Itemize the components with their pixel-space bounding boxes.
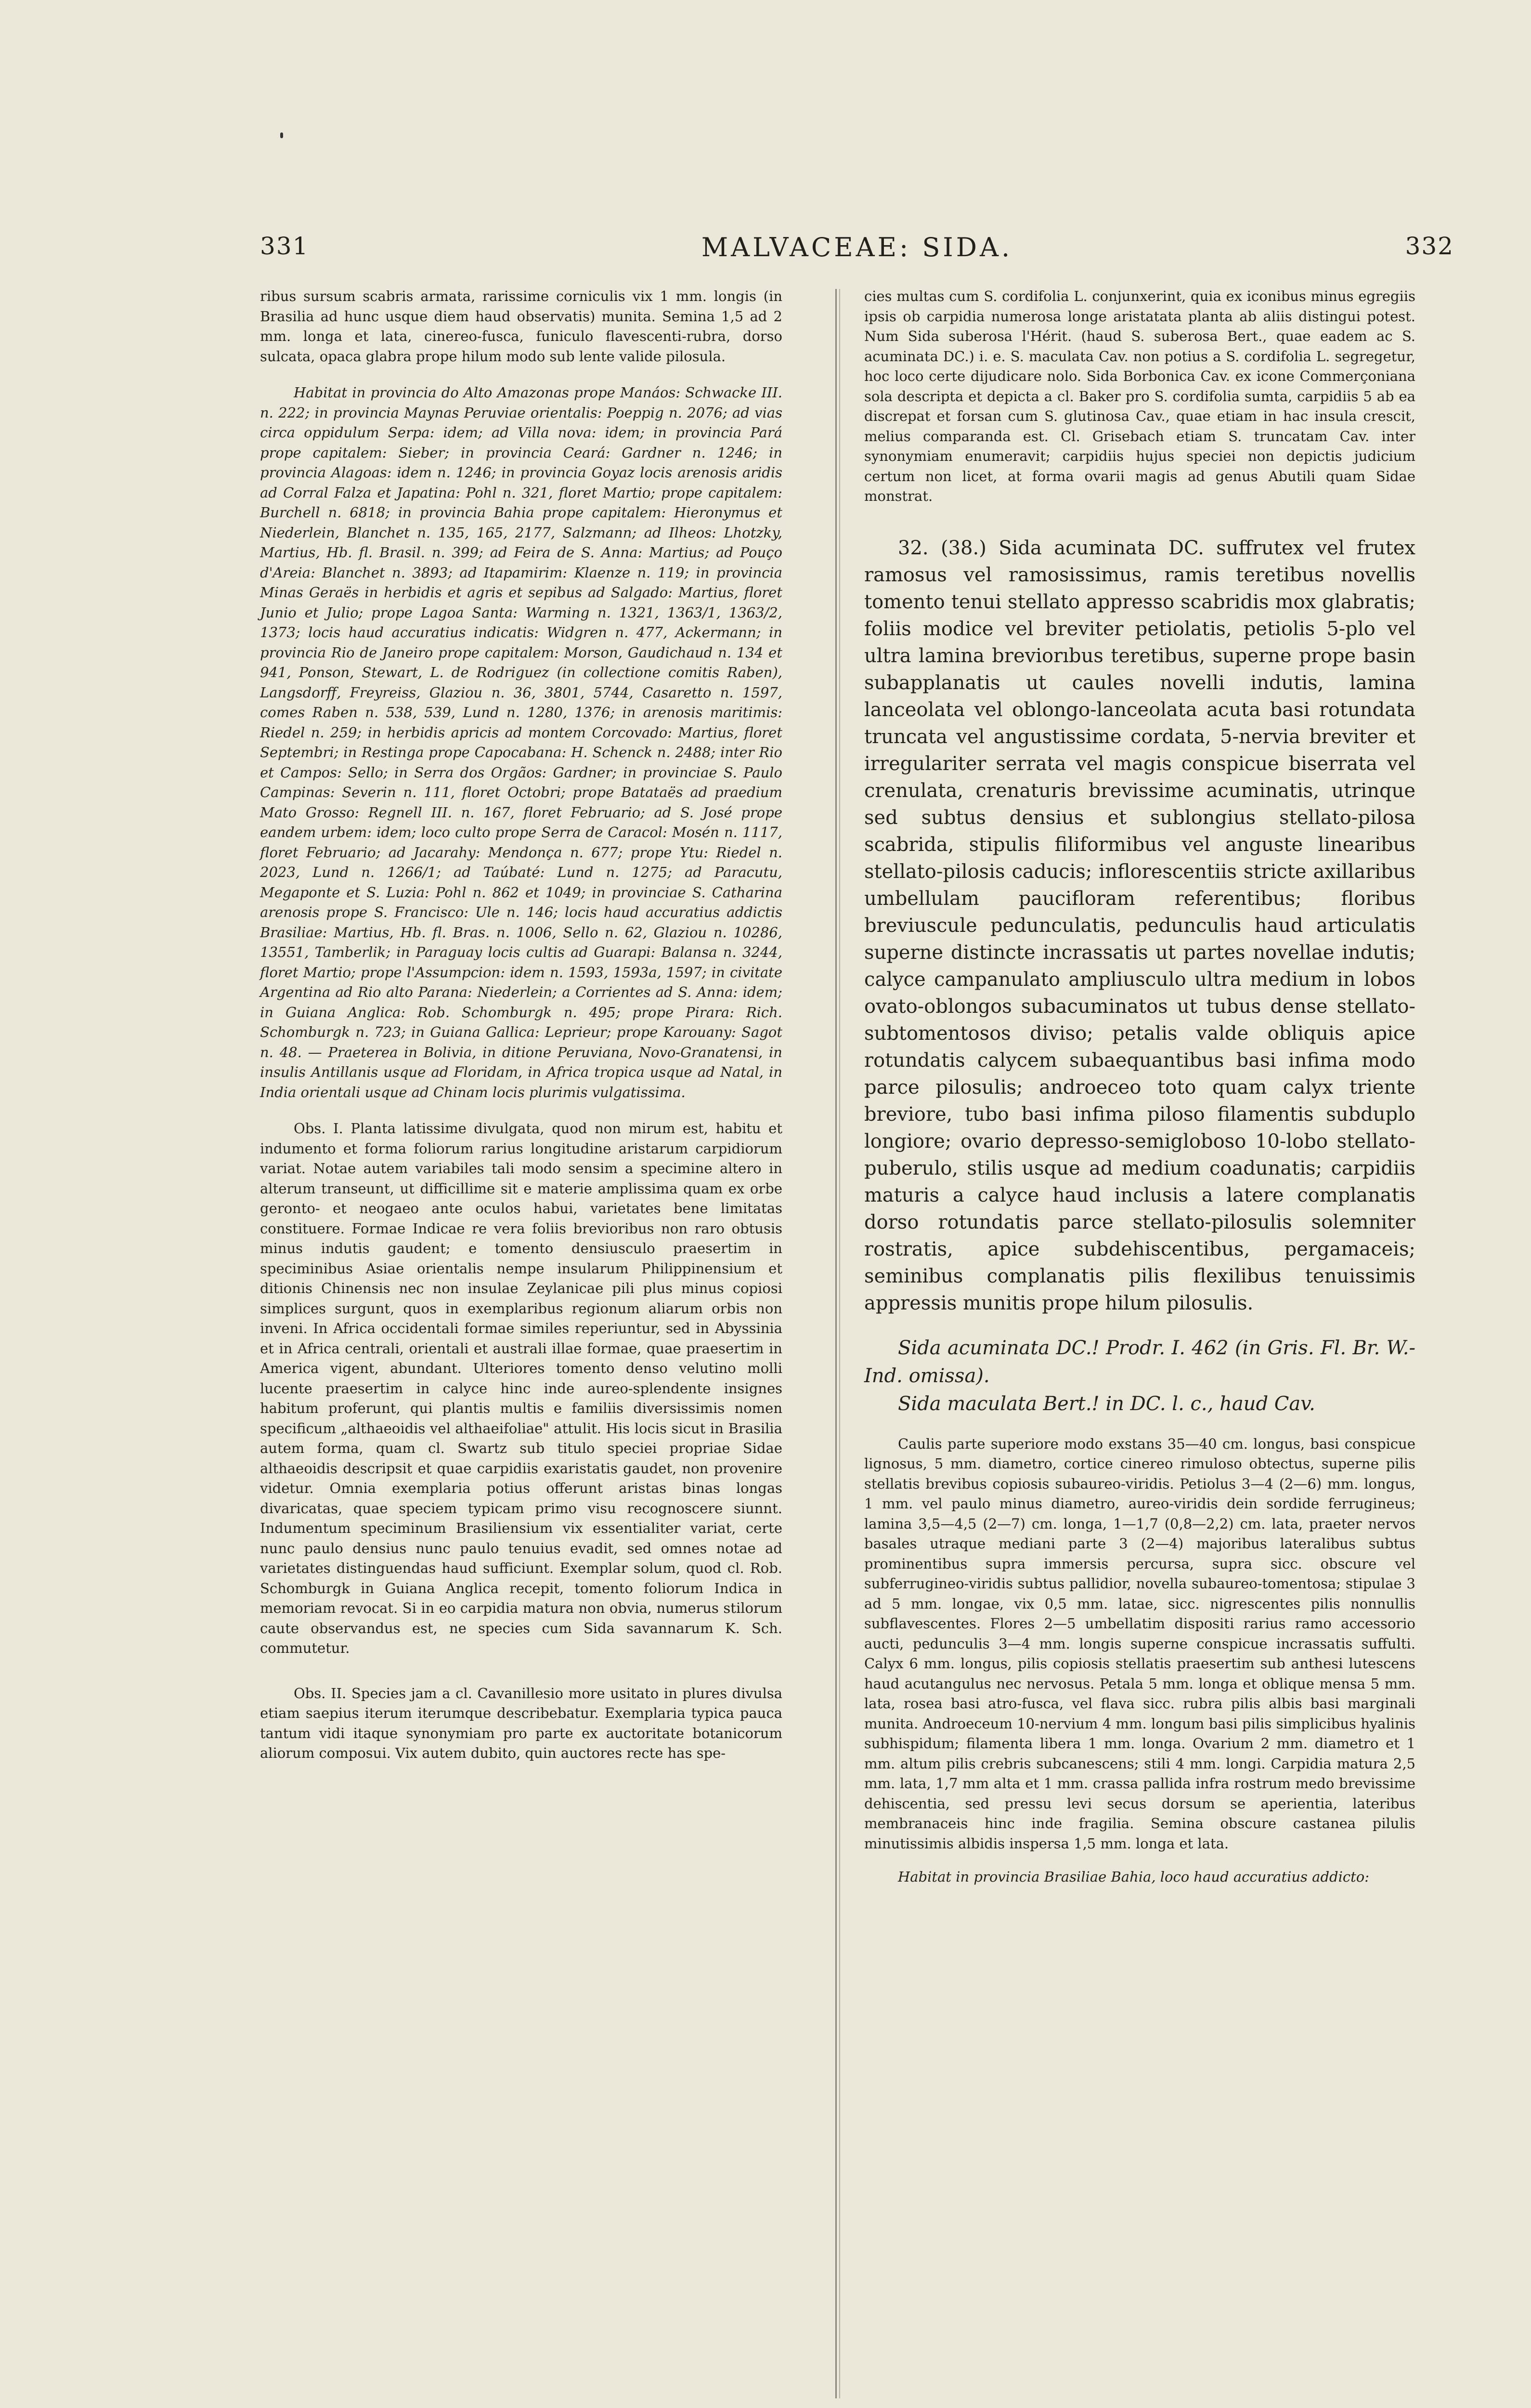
synonym-2: Sida maculata Bert.! in DC. l. c., haud Cav.: [898, 1392, 1315, 1415]
ink-speck: [280, 132, 283, 138]
habitat-paragraph: Habitat in provincia do Alto Amazonas prope Manáos: Schwacke III. n. 222; in provincia Maynas Peruviae orientalis: Poeppig n. 2076; ad vias circa oppidulum Serpa: idem; ad Villa nova: idem; in provincia Pará prope capitalem: Sieber; in provincia Ceará: Gardner n. 1246; in provincia Alagoas: idem n. 1246; in provincia Goyaz locis arenosis aridis ad Corral Falza et Japatina: Pohl n. 321, floret Martio; prope capitalem: Burchell n. 6818; in provincia Bahia prope capitalem: Hieronymus et Niederlein, Blanchet n. 135, 165, 2177, Salzmann; ad Ilheos: Lhotzky, Martius, Hb. fl. Brasil. n. 399; ad Feira de S. Anna: Martius; ad Pouço d'Areia: Blanchet n. 3893; ad Itapamirim: Klaenze n. 119; in provincia Minas Geraës in herbidis et agris et sepibus ad Salgado: Martius, floret Junio et Julio; prope Lagoa Santa: Warming n. 1321, 1363/1, 1363/2, 1373; locis haud accuratius indicatis: Widgren n. 477, Ackermann; in provincia Rio de Janeiro prope capitalem: Morson, Gaudichaud n. 134 et 941, Ponson, Stewart, L. de Rodriguez (in collectione comitis Raben), Langsdorff, Freyreiss, Glaziou n. 36, 3801, 5744, Casaretto n. 1597, comes Raben n. 538, 539, Lund n. 1280, 1376; in arenosis maritimis: Riedel n. 259; in herbidis apricis ad montem Corcovado: Martius, floret Septembri; in Restinga prope Capocabana: H. Schenck n. 2488; inter Rio et Campos: Sello; in Serra dos Orgãos: Gardner; in provinciae S. Paulo Campinas: Severin n. 111, floret Octobri; prope Batataës ad praedium Mato Grosso: Regnell III. n. 167, floret Februario; ad S. José prope eandem urbem: idem; loco culto prope Serra de Caracol: Mosén n. 1117, floret Februario; ad Jacarahy: Mendonça n. 677; prope Ytu: Riedel n. 2023, Lund n. 1266/1; ad Taúbaté: Lund n. 1275; ad Paracutu, Megaponte et S. Luzia: Pohl n. 862 et 1049; in provinciae S. Catharina arenosis prope S. Francisco: Ule n. 146; locis haud accuratius addictis Brasiliae: Martius, Hb. fl. Bras. n. 1006, Sello n. 62, Glaziou n. 10286, 13551, Tamberlik; in Paraguay locis cultis ad Guarapi: Balansa n. 3244, floret Martio; prope l'Assumpcion: idem n. 1593, 1593a, 1597; in civitate Argentina ad Rio alto Parana: Niederlein; a Corrientes ad S. Anna: idem; in Guiana Anglica: Rob. Schomburgk n. 495; prope Pirara: Rich. Schomburgk n. 723; in Guiana Gallica: Leprieur; prope Karouany: Sagot n. 48. — Praeterea in Bolivia, in ditione Peruviana, Novo-Granatensi, in insulis Antillanis usque ad Floridam, in Africa tropica usque ad Natal, in India orientali usque ad Chinam locis plurimis vulgatissima.: [260, 384, 782, 1100]
left-column: [260, 287, 782, 1774]
observation-2: Obs. II. Species jam a cl. Cavanillesio more usitato in plures divulsa etiam saepius iterum iterumque describebatur. Exemplaria typica pauca tantum vidi itaque synonymiam pro parte ex auctoritate botanicorum aliorum composui. Vix autem dubito, quin auctores recte has spe-: [260, 1685, 782, 1761]
column-divider-inner: [839, 289, 840, 2398]
habitat-right: Habitat in provincia Brasiliae Bahia, loco haud accuratius addicto:: [898, 1869, 1369, 1885]
running-title: MALVACEAE: SIDA.: [701, 232, 1013, 262]
page-number-right: 332: [1405, 232, 1454, 260]
observation-1: Obs. I. Planta latissime divulgata, quod non mirum est, habitu et indumento et forma foliorum rarius longitudine aristarum carpidiorum variat. Notae autem variabiles tali modo sensim a specimine altero in alterum transeunt, ut difficillime sit e materie amplissima quam ex orbe geronto- et neogaeo ante oculos habui, varietates bene limitatas constituere. Formae Indicae re vera foliis brevioribus non raro obtusis minus indutis gaudent; e tomento densiusculo praesertim in speciminibus Asiae orientalis nempe insularum Philippinensium et ditionis Chinensis nec non insulae Zeylanicae pili plus minus copiosi simplices surgunt, quos in exemplaribus regionum aliarum orbis non inveni. In Africa occidentali formae similes reperiuntur, sed in Abyssinia et in Africa centrali, orientali et australi illae formae, quae praesertim in America vigent, abundant. Ulteriores tomento denso velutino molli lucente praesertim in calyce hinc inde aureo-splendente insignes habitum proferunt, qui plantis multis e familiis diversissimis nomen specificum „althaeoidis vel althaeifoliae" attulit. His locis sicut in Brasilia autem forma, quam cl. Swartz sub titulo speciei propriae Sidae althaeoidis descripsit et quae carpidiis exaristatis gaudet, non provenire videtur. Omnia exemplaria potius offerunt aristas binas longas divaricatas, quae speciem typicam primo visu recognoscere siunnt. Indumentum speciminum Brasiliensium vix essentialiter variat, certe nunc paulo densius nunc paulo tenuius evadit, sed omnes notae ad varietates distinguendas haud sufficiunt. Exemplar solum, quod cl. Rob. Schomburgk in Guiana Anglica recepit, tomento foliorum Indica in memoriam revocat. Si in eo carpidia matura non obvia, numerus stilorum caute observandus est, ne species cum Sida savannarum K. Sch. commutetur.: [260, 1120, 782, 1656]
species-description-sida-acuminata: 32. (38.) Sida acuminata DC. suffrutex vel frutex ramosus vel ramosissimus, ramis teretibus novellis tomento tenui stellato appresso scabridis mox glabratis; foliis modice vel breviter petiolatis, petiolis 5-plo vel ultra lamina breviorıbus teretibus, superne prope basin subapplanatis ut caules novelli indutis, lamina lanceolata vel oblongo-lanceolata acuta basi rotundata truncata vel angustissime cordata, 5-nervia breviter et irregulariter serrata vel magis conspicue biserrata vel crenulata, crenaturis brevissime acuminatis, utrinque sed subtus densius et sublongius stellato-pilosa scabrida, stipulis filiformibus vel anguste linearibus stellato-pilosis caducis; inflorescentiis stricte axillaribus umbellulam paucifloram referentibus; floribus breviuscule pedunculatis, pedunculis haud articulatis superne distincte incrassatis ut partes novellae indutis; calyce campanulato ampliusculo ultra medium in lobos ovato-oblongos subacuminatos ut tubus dense stellato-subtomentosos diviso; petalis valde obliquis apice rotundatis calycem subaequantibus basi infima modo parce pilosulis; androeceo toto quam calyx triente breviore, tubo basi infima piloso filamentis subduplo longiore; ovario depresso-semigloboso 10-lobo stellato-puberulo, stilis usque ad medium coadunatis; carpidiis maturis a calyce haud inclusis a latere complanatis dorso rotundatis parce stellato-pilosulis solemniter rostratis, apice subdehiscentibus, pergamaceis; seminibus complanatis pilis flexilibus tenuissimis appressis munitis prope hilum pilosulis.: [864, 537, 1415, 1314]
right-paragraph-continuation: cies multas cum S. cordifolia L. conjunxerint, quia ex iconibus minus egregiis ipsis ob carpidia numerosa longe aristatata planta ab aliis distingui potest. Num Sida suberosa l'Hérit. (haud S. suberosa Bert., quae eadem ac S. acuminata DC.) i. e. S. maculata Cav. non potius a S. cordifolia L. segregetur, hoc loco certe dijudicare nolo. Sida Borbonica Cav. ex icone Commerçoniana sola descripta et depicta a cl. Baker pro S. cordifolia sumta, carpidiis 5 ab ea discrepat et forsan cum S. glutinosa Cav., quae etiam in hac insula crescit, melius comparanda est. Cl. Grisebach etiam S. truncatam Cav. inter synonymiam enumeravit; carpidiis hujus speciei non depictis judicium certum non licet, at forma ovarii magis ad genus Abutili quam Sidae monstrat.: [864, 288, 1415, 504]
morphology-description: Caulis parte superiore modo exstans 35—40 cm. longus, basi conspicue lignosus, 5 mm. diametro, cortice cinereo rimuloso obtectus, superne pilis stellatis brevibus copiosis subaureo-viridis. Petiolus 3—4 (2—6) mm. longus, 1 mm. vel paulo minus diametro, aureo-viridis dein sordide ferrugineus; lamina 3,5—4,5 (2—7) cm. longa, 1—1,7 (0,8—2,2) cm. lata, praeter nervos basales utraque mediani parte 3 (2—4) majoribus lateralibus subtus prominentibus supra immersis percursa, supra sicc. obscure vel subferrugineo-viridis subtus pallidior, novella subaureo-tomentosa; stipulae 3 ad 5 mm. longae, vix 0,5 mm. latae, sicc. nigrescentes pilis nonnullis subflavescentes. Flores 2—5 umbellatim dispositi rarius ramo accessorio aucti, pedunculis 3—4 mm. longis superne conspicue incrassatis suffulti. Calyx 6 mm. longus, pilis copiosis stellatis praesertim sub anthesi lutescens haud acutangulus nec nervosus. Petala 5 mm. longa et oblique mensa 5 mm. lata, rosea basi atro-fusca, vel flava sicc. rubra pilis albis basi marginali munita. Androeceum 10-nervium 4 mm. longum basi pilis simplicibus hyalinis subhispidum; filamenta libera 1 mm. longa. Ovarium 2 mm. diametro et 1 mm. altum pilis crebris subcanescens; stili 4 mm. longi. Carpidia matura 2,5 mm. lata, 1,7 mm alta et 1 mm. crassa pallida infra rostrum medo brevissime dehiscentia, sed pressu levi secus dorsum se aperientia, lateribus membranaceis hinc inde fragilia. Semina obscure castanea pilulis minutissimis albidis inspersa 1,5 mm. longa et lata.: [864, 1435, 1415, 1852]
page-header: [260, 232, 1454, 266]
synonym-1: Sida acuminata DC.! Prodr. I. 462 (in Gris. Fl. Br. W.-Ind. omissa).: [864, 1336, 1415, 1387]
right-column: [864, 287, 1415, 1898]
left-paragraph-continuation: ribus sursum scabris armata, rarissime corniculis vix 1 mm. longis (in Brasilia ad hunc usque diem haud observatis) munita. Semina 1,5 ad 2 mm. longa et lata, cinereo-fusca, funiculo flavescenti-rubra, dorso sulcata, opaca glabra prope hilum modo sub lente valide pilosula.: [260, 288, 782, 365]
column-divider: [835, 289, 837, 2398]
page-number-left: 331: [260, 232, 309, 260]
